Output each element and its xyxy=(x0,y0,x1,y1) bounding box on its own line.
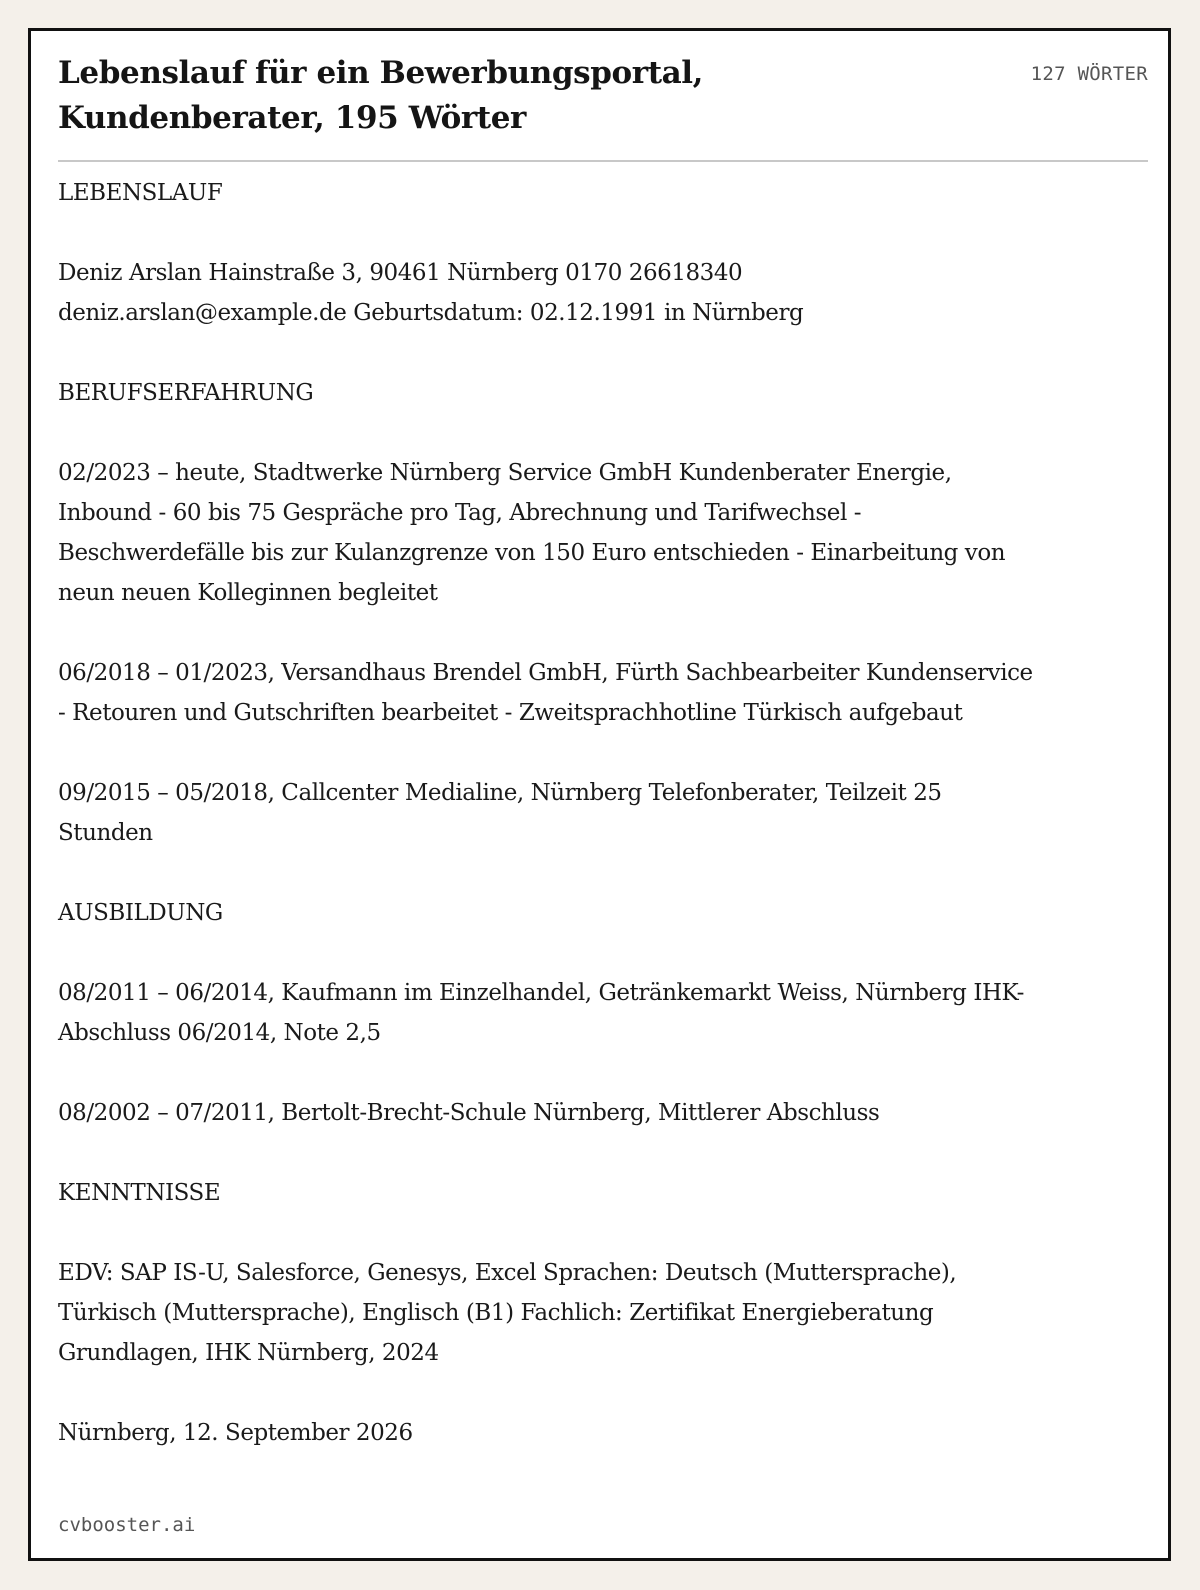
contact-line-email: deniz.arslan@example.de Geburtsdatum: 02.12.1991 in Nürnberg xyxy=(58,300,804,326)
header-divider xyxy=(58,160,1148,162)
word-count-label: 127 WÖRTER xyxy=(1030,63,1148,85)
document-title: Lebenslauf für ein Bewerbungsportal, Kundenberater, 195 Wörter xyxy=(58,55,704,136)
experience-entry-1: 02/2023 – heute, Stadtwerke Nürnberg Service GmbH Kundenberater Energie, Inbound - 60 bis 75 Gespräche pro Tag, Abrechnung und Tarifwechsel - Beschwerdefälle bis zur Kulanzgrenze von 150 Euro entschieden - Einarbeitung von neun neuen Kolleginnen begleitet xyxy=(58,460,1006,606)
contact-line-address: Deniz Arslan Hainstraße 3, 90461 Nürnberg 0170 26618340 xyxy=(58,260,743,286)
contact-block xyxy=(58,253,1038,333)
footer-brand: cvbooster.ai xyxy=(58,1514,196,1536)
document-card xyxy=(28,28,1171,1561)
place-and-date: Nürnberg, 12. September 2026 xyxy=(58,1420,413,1446)
education-entry-1: 08/2011 – 06/2014, Kaufmann im Einzelhandel, Getränkemarkt Weiss, Nürnberg IHK-Abschluss 06/2014, Note 2,5 xyxy=(58,980,1024,1046)
section-heading-skills: KENNTNISSE xyxy=(58,1180,221,1206)
experience-entry-3: 09/2015 – 05/2018, Callcenter Medialine, Nürnberg Telefonberater, Teilzeit 25 Stunden xyxy=(58,780,942,846)
section-heading-experience: BERUFSERFAHRUNG xyxy=(58,380,314,406)
section-heading-education: AUSBILDUNG xyxy=(58,900,223,926)
experience-entry-2: 06/2018 – 01/2023, Versandhaus Brendel GmbH, Fürth Sachbearbeiter Kundenservice - Retouren und Gutschriften bearbeitet - Zweitsprachhotline Türkisch aufgebaut xyxy=(58,660,1033,726)
document-header xyxy=(58,51,1148,141)
section-heading-cv: LEBENSLAUF xyxy=(58,180,223,206)
skills-text: EDV: SAP IS-U, Salesforce, Genesys, Excel Sprachen: Deutsch (Muttersprache), Türkisch (Muttersprache), Englisch (B1) Fachlich: Zertifikat Energieberatung Grundlagen, IHK Nürnberg, 2024 xyxy=(58,1260,957,1366)
education-entry-2: 08/2002 – 07/2011, Bertolt-Brecht-Schule Nürnberg, Mittlerer Abschluss xyxy=(58,1100,880,1126)
cv-body xyxy=(58,173,1038,1493)
